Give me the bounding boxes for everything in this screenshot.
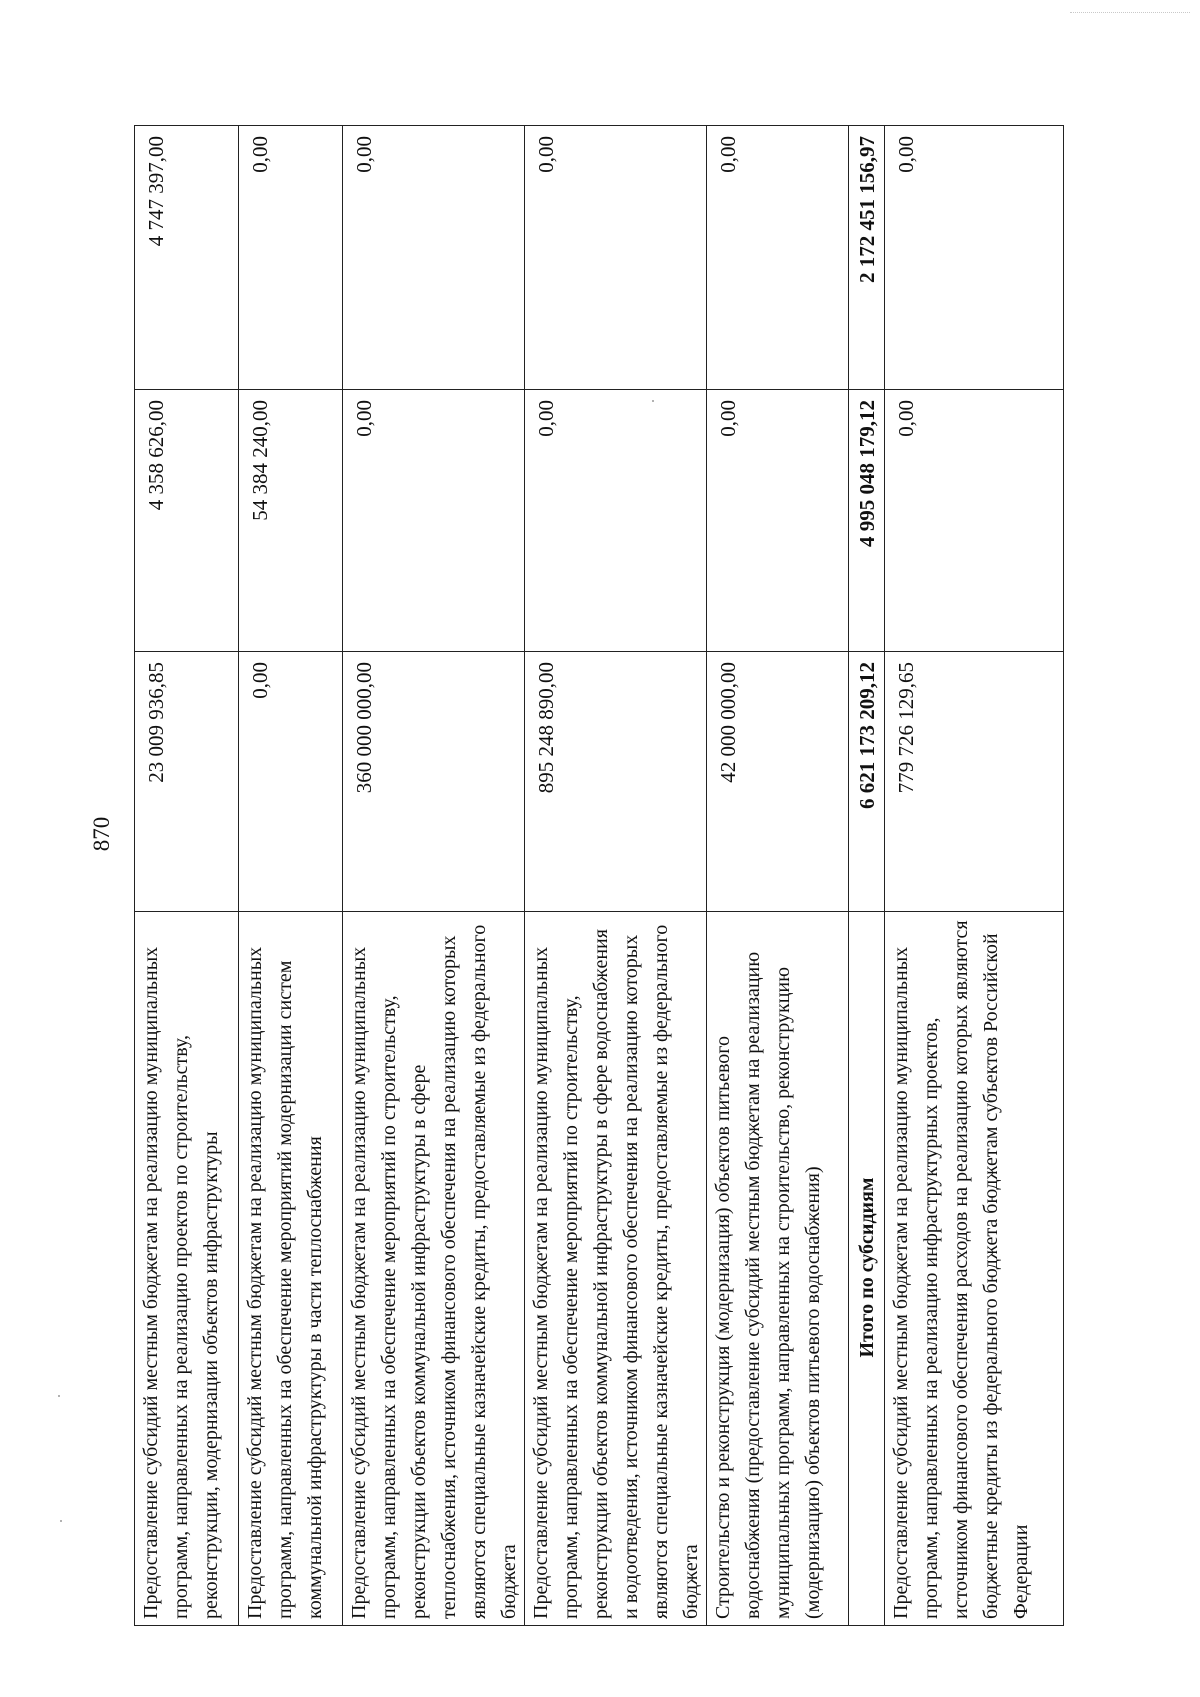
row-value-col2: 0,00 [885,390,1064,652]
row-value-col1: 0,00 [239,652,343,912]
row-value-col2: 0,00 [707,390,849,652]
row-description: Предоставление субсидий местным бюджетам на реализацию муниципальных программ, направленных на реализацию инфраструктурных проектов, источником финансового обеспечения расходов на реализацию которых являются бюджетные кредиты из федерального бюджета бюджетам субъектов Российской Федерации [885,912,1064,1626]
total-value-col1: 6 621 173 209,12 [849,652,885,912]
subsidies-table-area [134,126,1059,1626]
row-description: Предоставление субсидий местным бюджетам на реализацию муниципальных программ, направленных на обеспечение мероприятий по строительству, реконструкции объектов коммунальной инфраструктуры в сфере водоснабжения и водоотведения, источником финансового обеспечения на реализацию которых являются специальные казначейские кредиты, предоставляемые из федерального бюджета [525,912,707,1626]
table-row [707,126,849,1626]
page-number: 870 [89,816,114,852]
row-value-col3: 0,00 [525,126,707,390]
subsidies-table [134,125,1064,1626]
row-value-col3: 4 747 397,00 [135,126,239,390]
table-row [135,126,239,1626]
row-description: Предоставление субсидий местным бюджетам на реализацию муниципальных программ, направленных на обеспечение мероприятий по строительству, реконструкции объектов коммунальной инфраструктуры в сфере теплоснабжения, источником финансового обеспечения на реализацию которых являются специальные казначейские кредиты, предоставляемые из федерального бюджета [343,912,525,1626]
row-value-col1: 360 000 000,00 [343,652,525,912]
row-value-col3: 0,00 [885,126,1064,390]
row-value-col2: 0,00 [525,390,707,652]
total-value-col2: 4 995 048 179,12 [849,390,885,652]
scan-artifact-line [1070,12,1190,14]
row-value-col1: 42 000 000,00 [707,652,849,912]
row-value-col3: 0,00 [239,126,343,390]
table-row [885,126,1064,1626]
table-row [239,126,343,1626]
table-row [343,126,525,1626]
row-value-col2: 4 358 626,00 [135,390,239,652]
row-description: Строительство и реконструкция (модернизация) объектов питьевого водоснабжения (предоставление субсидий местным бюджетам на реализацию муниципальных программ, направленных на строительство, реконструкцию (модернизацию) объектов питьевого водоснабжения) [707,912,849,1626]
row-value-col1: 779 726 129,65 [885,652,1064,912]
row-value-col1: 23 009 936,85 [135,652,239,912]
table-row [525,126,707,1626]
total-row [849,126,885,1626]
scan-speck [60,1520,62,1522]
total-value-col3: 2 172 451 156,97 [849,126,885,390]
row-value-col1: 895 248 890,00 [525,652,707,912]
rotated-table-frame [134,126,1059,1626]
row-value-col2: 54 384 240,00 [239,390,343,652]
row-value-col3: 0,00 [343,126,525,390]
row-description: Предоставление субсидий местным бюджетам на реализацию муниципальных программ, направленных на реализацию проектов по строительству, реконструкции, модернизации объектов инфраструктуры [135,912,239,1626]
row-value-col3: 0,00 [707,126,849,390]
total-label: Итого по субсидиям [849,912,885,1626]
scan-speck [58,1395,60,1397]
row-value-col2: 0,00 [343,390,525,652]
row-description: Предоставление субсидий местным бюджетам на реализацию муниципальных программ, направленных на обеспечение мероприятий модернизации систем коммунальной инфраструктуры в части теплоснабжения [239,912,343,1626]
